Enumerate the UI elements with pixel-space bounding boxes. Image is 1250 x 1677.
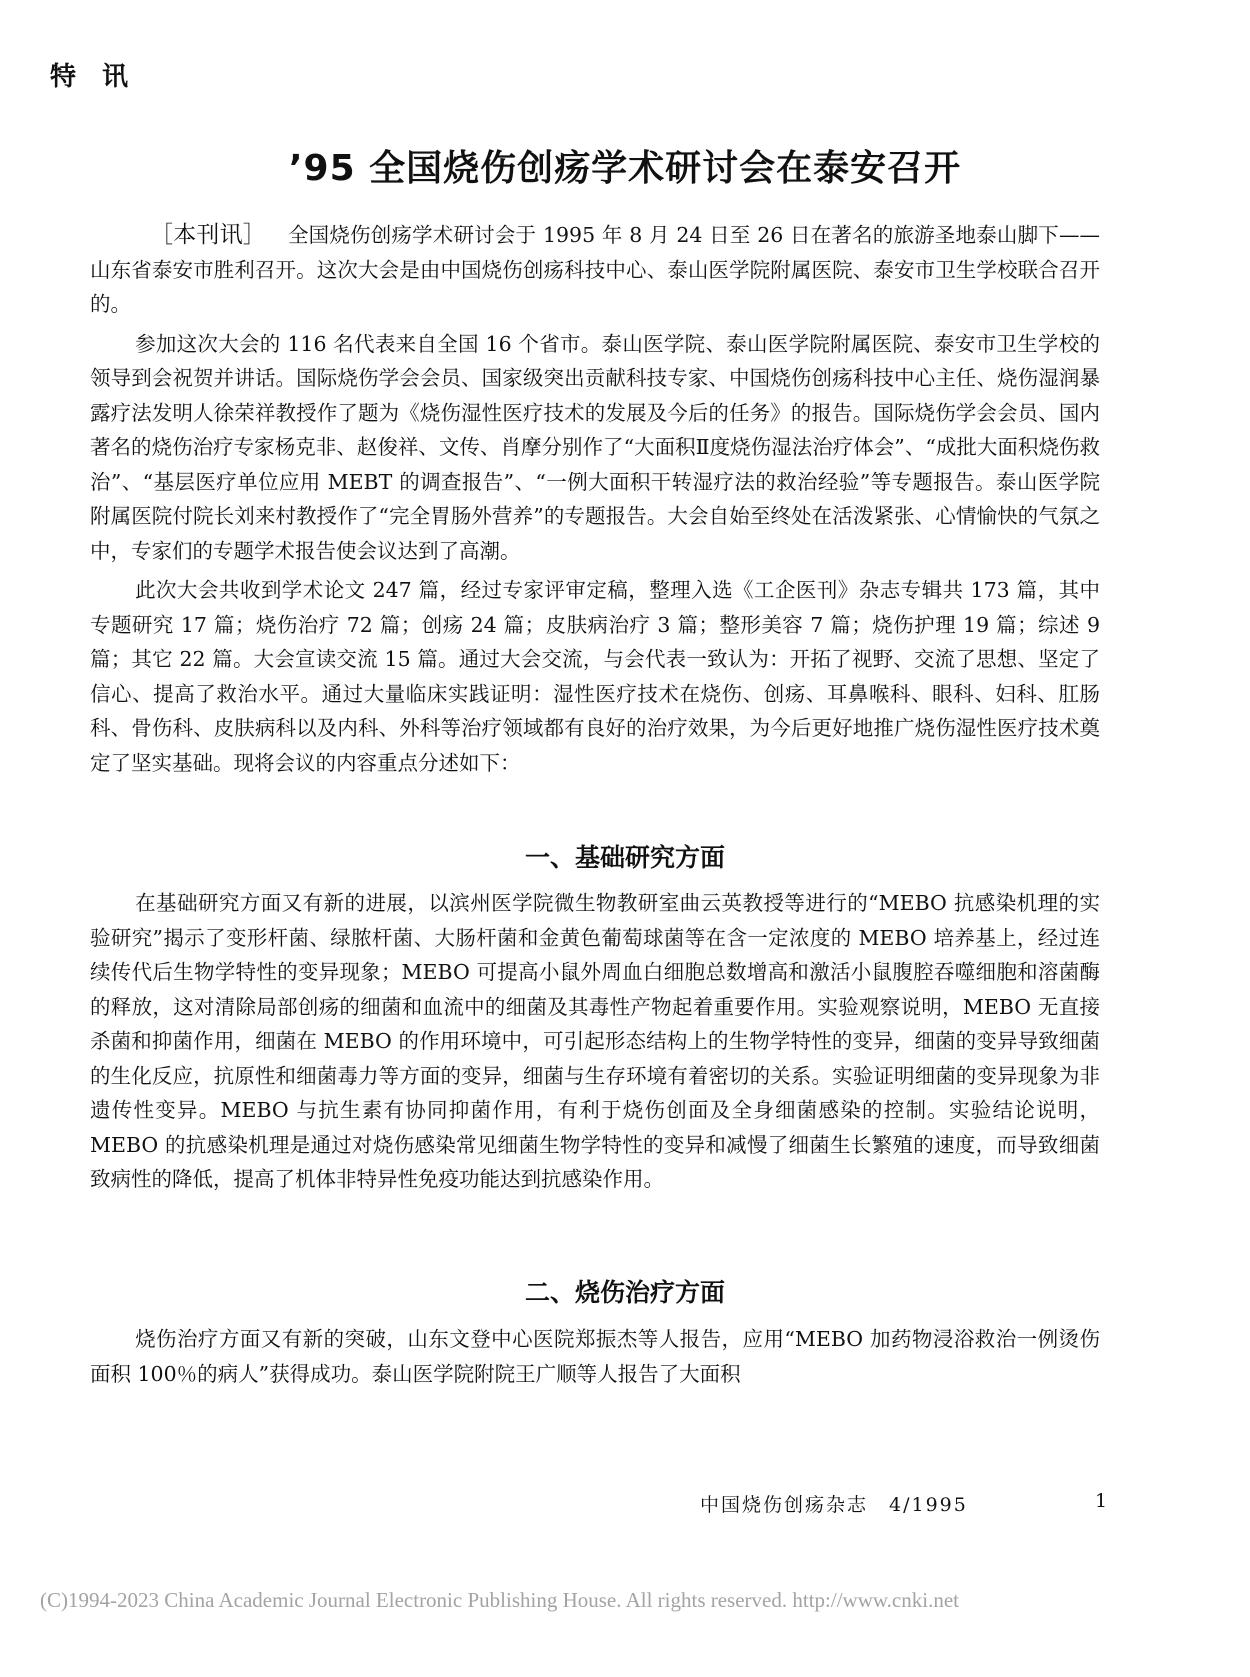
burn-treatment-body bbox=[90, 1322, 1100, 1391]
intro-body bbox=[90, 218, 1100, 780]
paragraph-3: 此次大会共收到学术论文 247 篇，经过专家评审定稿，整理入选《工企医刊》杂志专辑共 173 篇，其中专题研究 17 篇；烧伤治疗 72 篇；创疡 24 篇；皮肤病治疗 3 篇；整形美容 7 篇；烧伤护理 19 篇；综述 9 篇；其它 22 篇。大会宣读交流 15 篇。通过大会交流，与会代表一致认为：开拓了视野、交流了思想、坚定了信心、提高了救治水平。通过大量临床实践证明：湿性医疗技术在烧伤、创疡、耳鼻喉科、眼科、妇科、肛肠科、骨伤科、皮肤病科以及内科、外科等治疗领域都有良好的治疗效果，为今后更好地推广烧伤湿性医疗技术奠定了坚实基础。现将会议的内容重点分述如下： bbox=[90, 578, 1100, 775]
copyright-notice: (C)1994-2023 China Academic Journal Electronic Publishing House. All rights reserved. http://www.cnki.net bbox=[40, 1588, 959, 1612]
section-heading-burn-treatment: 二、烧伤治疗方面 bbox=[524, 1278, 725, 1307]
basic-research-body bbox=[90, 886, 1100, 1197]
footer-journal: 中国烧伤创疡杂志 4/1995 bbox=[700, 1494, 968, 1516]
page-number: 1 bbox=[1095, 1490, 1108, 1512]
paragraph-1-text: 全国烧伤创疡学术研讨会于 1995 年 8 月 24 日至 26 日在著名的旅游圣地泰山脚下—— 山东省泰安市胜利召开。这次大会是由中国烧伤创疡科技中心、泰山医学院附属医院、泰安市卫生学校联合召开的。 bbox=[90, 223, 1101, 316]
paragraph-burn-treatment: 烧伤治疗方面又有新的突破，山东文登中心医院郑振杰等人报告，应用“MEBO 加药物浸浴救治一例烫伤面积 100％的病人”获得成功。泰山医学院附院王广顺等人报告了大面积 bbox=[90, 1327, 1100, 1386]
paragraph-2: 参加这次大会的 116 名代表来自全国 16 个省市。泰山医学院、泰山医学院附属医院、泰安市卫生学校的领导到会祝贺并讲话。国际烧伤学会会员、国家级突出贡献科技专家、中国烧伤创疡科技中心主任、烧伤湿润暴露疗法发明人徐荣祥教授作了题为《烧伤湿性医疗技术的发展及今后的任务》的报告。国际烧伤学会会员、国内著名的烧伤治疗专家杨克非、赵俊祥、文传、肖摩分别作了“大面积Ⅱ度烧伤湿法治疗体会”、“成批大面积烧伤救治”、“基层医疗单位应用 MEBT 的调查报告”、“一例大面积干转湿疗法的救治经验”等专题报告。泰山医学院附属医院付院长刘来村教授作了“完全胃肠外营养”的专题报告。大会自始至终处在活泼紧张、心情愉快的气氛之中，专家们的专题学术报告使会议达到了高潮。 bbox=[90, 331, 1100, 563]
paragraph-basic-research: 在基础研究方面又有新的进展，以滨州医学院微生物教研室曲云英教授等进行的“MEBO 抗感染机理的实验研究”揭示了变形杆菌、绿脓杆菌、大肠杆菌和金黄色葡萄球菌等在含一定浓度的 MEBO 培养基上，经过连续传代后生物学特性的变异现象；MEBO 可提高小鼠外周血白细胞总数增高和激活小鼠腹腔吞噬细胞和溶菌酶的释放，这对清除局部创疡的细菌和血流中的细菌及其毒性产物起着重要作用。实验观察说明，MEBO 无直接杀菌和抑菌作用，细菌在 MEBO 的作用环境中，可引起形态结构上的生物学特性的变异，细菌的变异导致细菌的生化反应，抗原性和细菌毒力等方面的变异，细菌与生存环境有着密切的关系。实验证明细菌的变异现象为非遗传性变异。MEBO 与抗生素有协同抑菌作用，有利于烧伤创面及全身细菌感染的控制。实验结论说明，MEBO 的抗感染机理是通过对烧伤感染常见细菌生物学特性的变异和减慢了细菌生长繁殖的速度，而导致细菌致病性的降低，提高了机体非特异性免疫功能达到抗感染作用。 bbox=[90, 891, 1100, 1191]
article-title: ’95 全国烧伤创疡学术研讨会在泰安召开 bbox=[288, 148, 962, 189]
lead-tag: ［本刊讯］ bbox=[150, 222, 266, 248]
section-heading-basic-research: 一、基础研究方面 bbox=[524, 843, 725, 872]
paragraph-1 bbox=[90, 218, 1100, 322]
section-tag: 特讯 bbox=[50, 62, 155, 92]
